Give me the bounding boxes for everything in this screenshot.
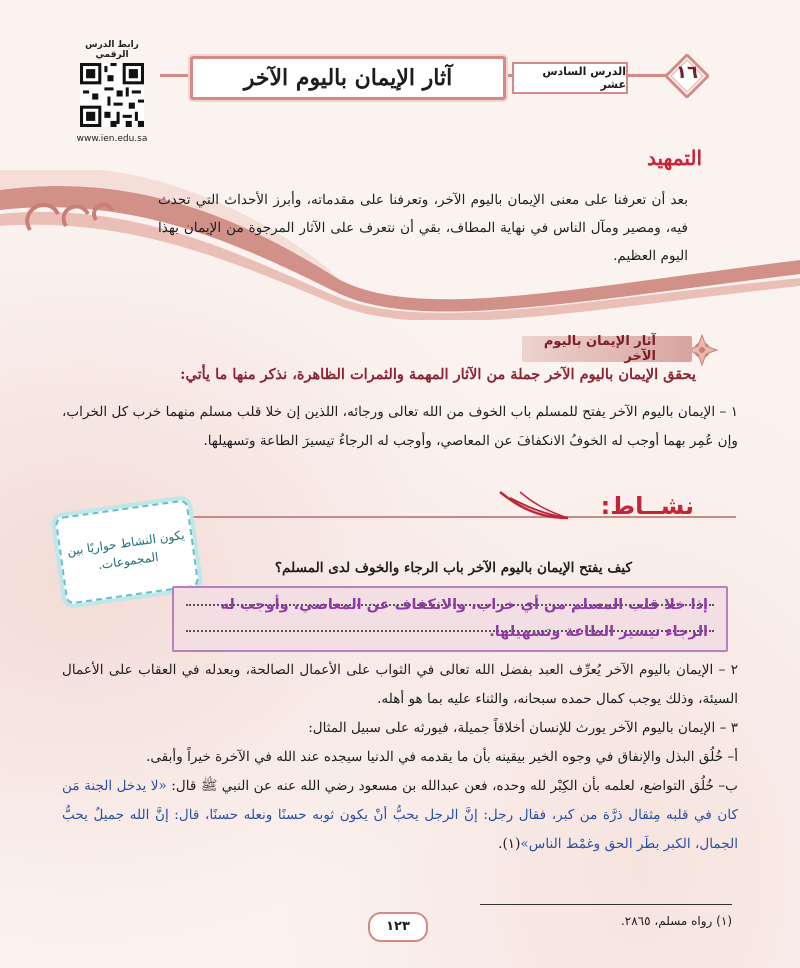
footnote: (١) رواه مسلم، ٢٨٦٥. [620, 914, 732, 928]
qr-code-icon[interactable] [80, 63, 144, 127]
lesson-number: ١٦ [676, 62, 698, 83]
intro-text: بعد أن تعرفنا على معنى الإيمان باليوم الآخر، وتعرفنا على مقدماته، وأبرز الأحداث التي تحدث فيه، ومصير ومآل الناس في نهاية المطاف، بقي أن نتعرف على الآثار المرجوة من الإيمان بهذا اليوم العظيم. [158, 192, 688, 264]
intro-heading: التمهيد [647, 146, 702, 170]
section-subheading: يحقق الإيمان باليوم الآخر جملة من الآثار المهمة والثمرات الظاهرة، نذكر منها ما يأتي: [180, 366, 696, 383]
activity-swirl-icon [480, 488, 570, 528]
activity-title: نشــاط: [600, 492, 694, 520]
footnote-divider [480, 904, 732, 905]
banner-line-right [624, 74, 666, 77]
point-3b-text: ب– خُلُق التواضع، لعلمه بأن الكِبْر لله وحده، فعن عبدالله بن مسعود رضي الله عنه عن النبي ﷺ قال: [166, 778, 738, 794]
activity-note-text: يكون النشاط حواريًا بين المجموعات. [66, 527, 186, 573]
activity-answer-box[interactable] [172, 586, 728, 652]
lesson-banner [160, 50, 740, 102]
section-heading: آثار الإيمان باليوم الآخر [543, 334, 656, 364]
qr-code-block[interactable] [70, 40, 154, 144]
page-number: ١٢٣ [368, 912, 428, 942]
banner-line-left [160, 74, 188, 77]
point-1: ١ – الإيمان باليوم الآخر يفتح للمسلم باب الخوف من الله تعالى ورجائه، اللذين إن خلا قلب مسلم منهما خرب كل الخراب، وإن عُمِر بهما أوجب له الخوفُ الانكفافَ عن المعاصي، وأوجب له الرجاءُ تيسيرَ الطاعة وتسهيلها. [62, 404, 738, 449]
title-frame [190, 56, 506, 100]
point-3a: أ– خُلُق البذل والإنفاق في وجوه الخير بيقينه بأن ما يقدمه في الدنيا سيجده عند الله في الآخرة خيراً وأبقى. [146, 749, 738, 765]
point-3: ٣ – الإيمان باليوم الآخر يورث للإنسان أخلاقاً جميلة، فيورثه على سبيل المثال: [308, 720, 738, 736]
hadith-quote: «لا يدخل الجنة مَن كان في قلبه مِثقال ذرَّة من كبر، فقال رجل: إنَّ الرجل يحبُّ أنْ يكون ثوبه حسنًا ونعله حسنًا، قال: إنَّ الله جميلٌ يحبُّ الجمال، الكبر بطَر الحق وغمْط الناس» [62, 778, 738, 852]
point-2: ٢ – الإيمان باليوم الآخر يُعرِّف العبد بفضل الله تعالى في الثواب على الأعمال الصالحة، وبعدله في العقاب على الأعمال السيئة، وذلك يوجب كمال حمده سبحانه، والثناء عليه بما هو أهله. [62, 662, 738, 707]
qr-caption: رابط الدرس الرقمي [85, 40, 139, 60]
footnote-ref[interactable]: (١). [498, 836, 521, 852]
point-3b [62, 772, 738, 859]
lesson-title: آثار الإيمان باليوم الآخر [243, 65, 453, 91]
qr-url[interactable]: www.ien.edu.sa [76, 134, 148, 144]
activity-question: كيف يفتح الإيمان باليوم الآخر باب الرجاء والخوف لدى المسلم؟ [274, 560, 632, 576]
activity-answer[interactable]: إذا خلا قلب المسلم من أي خراب، والانكفاف عن المعاصي، وأوجب له الرجاء تيسير الطاعة وتسهيلها. [220, 597, 708, 640]
lesson-label: الدرس السادس عشر [542, 65, 626, 91]
section-heading-bar [522, 336, 692, 362]
lesson-label-frame [512, 62, 628, 94]
